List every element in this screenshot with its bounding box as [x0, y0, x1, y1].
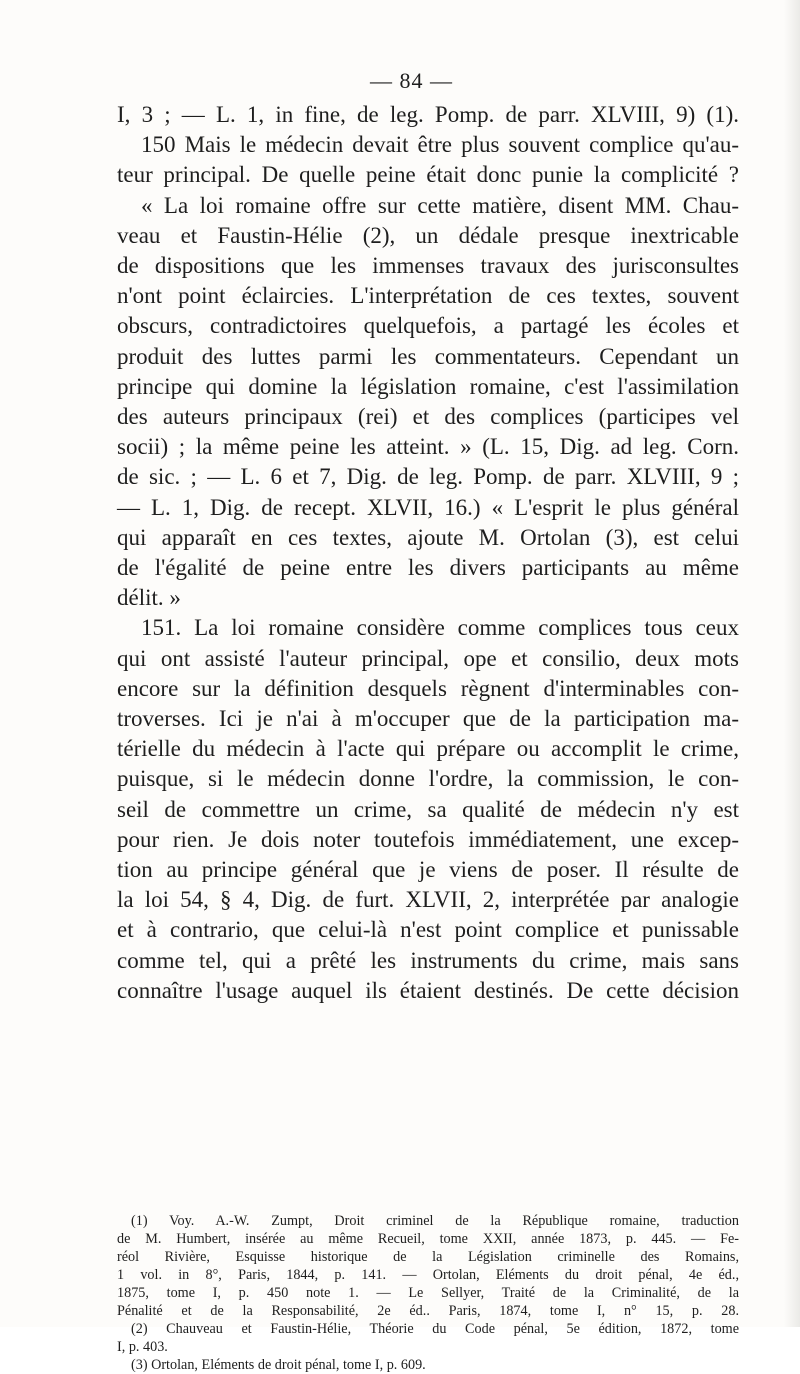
body-line: térielle du médecin à l'acte qui prépare ou accomplit le crime,	[117, 736, 739, 762]
body-line: obscurs, contradictoires quelquefois, a partagé les écoles et	[117, 313, 739, 339]
footnote-line: 1 vol. in 8°, Paris, 1844, p. 141. — Ortolan, Eléments du droit pénal, 4e éd.,	[117, 1267, 739, 1283]
body-line: puisque, si le médecin donne l'ordre, la commission, le con-	[117, 766, 739, 792]
body-line: veau et Faustin-Hélie (2), un dédale presque inextricable	[117, 222, 739, 248]
footnote-line: I, p. 403.	[117, 1339, 168, 1355]
page-edge-shadow	[784, 0, 800, 1327]
body-line: et à contrario, que celui-là n'est point complice et punissable	[117, 917, 739, 943]
body-line: produit des luttes parmi les commentateurs. Cependant un	[117, 343, 739, 369]
body-line: « La loi romaine offre sur cette matière, disent MM. Chau-	[141, 192, 739, 218]
footnote-3: (3) Ortolan, Eléments de droit pénal, tome I, p. 609.	[131, 1357, 426, 1373]
footnote-2: (2) Chauveau et Faustin-Hélie, Théorie du Code pénal, 5e édition, 1872, tome	[131, 1321, 739, 1337]
body-line: tion au principe général que je viens de poser. Il résulte de	[117, 857, 739, 883]
page-number: — 84 —	[370, 68, 453, 93]
body-line: socii) ; la même peine les atteint. » (L. 15, Dig. ad leg. Corn.	[117, 434, 739, 460]
footnote-1: (1) Voy. A.-W. Zumpt, Droit criminel de la République romaine, traduction	[131, 1213, 739, 1229]
body-line: qui ont assisté l'auteur principal, ope et consilio, deux mots	[117, 645, 739, 671]
body-line: seil de commettre un crime, sa qualité de médecin n'y est	[117, 796, 739, 822]
body-line: de dispositions que les immenses travaux des jurisconsultes	[117, 253, 739, 279]
body-line: principe qui domine la législation romaine, c'est l'assimilation	[117, 373, 739, 399]
body-line: n'ont point éclaircies. L'interprétation de ces textes, souvent	[117, 283, 739, 309]
body-line: de l'égalité de peine entre les divers participants au même	[117, 555, 739, 581]
footnote-line: de M. Humbert, insérée au même Recueil, tome XXII, année 1873, p. 445. — Fe-	[117, 1231, 739, 1247]
body-line: comme tel, qui a prêté les instruments du crime, mais sans	[117, 947, 739, 973]
body-line: de sic. ; — L. 6 et 7, Dig. de leg. Pomp. de parr. XLVIII, 9 ;	[117, 464, 739, 490]
body-line: la loi 54, § 4, Dig. de furt. XLVII, 2, interprétée par analogie	[117, 887, 739, 913]
body-line: — L. 1, Dig. de recept. XLVII, 16.) « L'esprit le plus général	[117, 494, 739, 520]
body-line: I, 3 ; — L. 1, in fine, de leg. Pomp. de parr. XLVIII, 9) (1).	[117, 102, 739, 127]
body-line: connaître l'usage auquel ils étaient destinés. De cette décision	[117, 977, 739, 1003]
body-line: encore sur la définition desquels règnent d'interminables con-	[117, 675, 739, 701]
body-line: troverses. Ici je n'ai à m'occuper que de la participation ma-	[117, 706, 739, 732]
body-line: délit. »	[117, 585, 181, 611]
footnote-line: Pénalité et de la Responsabilité, 2e éd.. Paris, 1874, tome I, n° 15, p. 28.	[117, 1303, 739, 1319]
body-line: qui apparaît en ces textes, ajoute M. Ortolan (3), est celui	[117, 524, 739, 550]
body-line: des auteurs principaux (rei) et des complices (participes vel	[117, 404, 739, 430]
body-text	[117, 100, 739, 1006]
body-line: pour rien. Je dois noter toutefois immédiatement, une excep-	[117, 826, 739, 852]
footnote-line: réol Rivière, Esquisse historique de la Législation criminelle des Romains,	[117, 1249, 739, 1265]
paragraph-150-start: 150 Mais le médecin devait être plus souvent complice qu'au-	[141, 132, 739, 158]
footnotes	[117, 1212, 739, 1374]
body-line: teur principal. De quelle peine était donc punie la complicité ?	[117, 162, 739, 188]
paragraph-151-start: 151. La loi romaine considère comme complices tous ceux	[141, 615, 739, 641]
footnote-line: 1875, tome I, p. 450 note 1. — Le Sellyer, Traité de la Criminalité, de la	[117, 1285, 739, 1301]
